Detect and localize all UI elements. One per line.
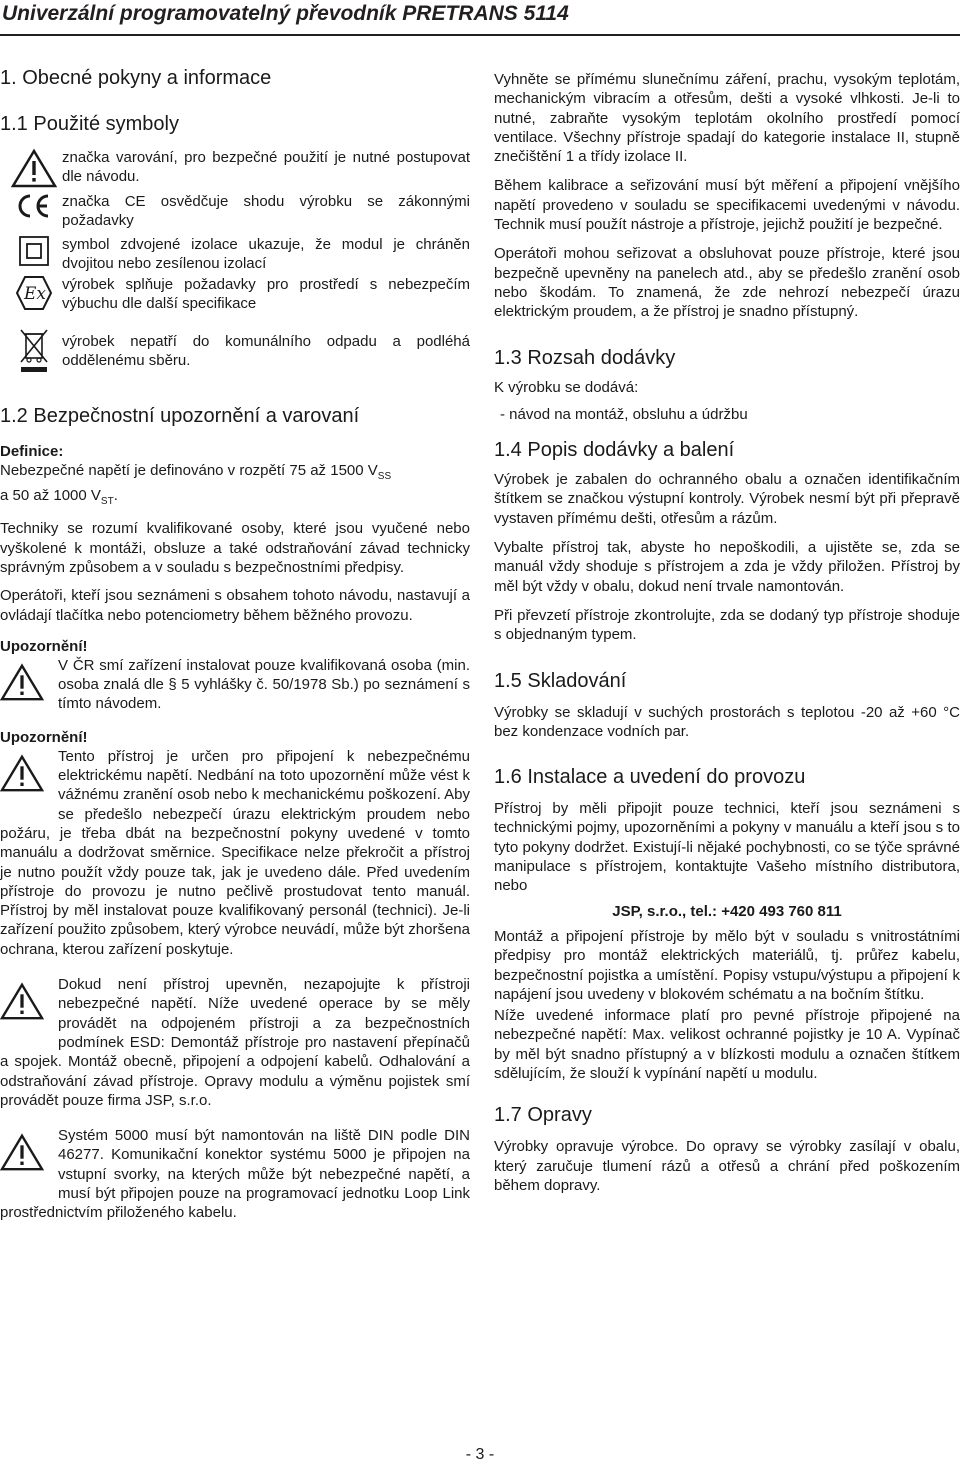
technici-paragraph: Techniky se rozumí kvalifikované osoby, které jsou vyučené nebo vyškolené k montáži, obsluze a také odstraňování závad technicky správným způsobem a v souladu s bezpečnostními předpisy. — [0, 520, 470, 576]
heading-1-2: 1.2 Bezpečnostní upozornění a varovaní — [0, 404, 360, 427]
warning-text-2: Tento přístroj je určen pro připojení k nebezpečnému elektrickému napětí. Nedbání na toto upozornění může vést k vážnému zranění osob nebo k mechanickému poškození. Aby se předešlo nebezpečí úrazu elektrickým proudem nebo požáru, je třeba dbát na bezpečnostní pokyny uvedené v tomto manuálu a dodržovat směrnice. Specifikace nelze překročit a přístroj je nutno použít vždy pouze tak, jak je uvedeno dále. Před uvedením přístroje do provozu je nutno pečlivě prostudovat tento manuál. Přístroj by měl instalovat pouze kvalifikovaný personál (technici). Je-li zařízení použito způsobem, který výrobce neuvádí, může být zhoršena ochrana, kterou zařízení poskytuje. — [0, 747, 470, 958]
symbol-row-weee — [6, 328, 470, 374]
symbol-text: výrobek splňuje požadavky pro prostředí s nebezpečím výbuchu dle další specifikace — [62, 276, 470, 313]
warning-triangle-icon — [0, 753, 58, 811]
kalibrace-paragraph: Během kalibrace a seřizování musí být měření a připojení vnějšího napětí provedeno v souladu se specifikacemi uvedenými v návodu. Technik musí použít nástroje a přístroje, jejichž použití je bezpečné. — [494, 177, 960, 234]
page-title: Univerzální programovatelný převodník PRETRANS 5114 — [2, 2, 569, 25]
warning-label: Upozornění! — [0, 637, 88, 655]
ce-mark-icon — [6, 192, 62, 220]
svg-text:Ex: Ex — [24, 284, 46, 305]
heading-1-7: 1.7 Opravy — [494, 1104, 592, 1127]
symbol-row-ex — [6, 275, 470, 314]
p17: Výrobky opravuje výrobce. Do opravy se výrobky zasílají v obalu, který zaručuje tlumení rázů a otřesů a chrání před poškozením během dopravy. — [494, 1138, 960, 1194]
warning-triangle-icon — [0, 1132, 58, 1190]
heading-1-1: 1.1 Použité symboly — [0, 113, 179, 135]
warning-text-3: Dokud není přístroj upevněn, nezapojujte k přístroji nebezpečné napětí. Níže uvedené operace by se měly provádět na odpojeném přístroji a za bezpečnostních podmínek ESD: Demontáž přístroje pro nastavení přepínačů a spojek. Montáž obecně, připojení a odpojení kabelů. Odhalování a odstraňování závad přístroje. Opravy modulu a výměnu pojistek smí provádět pouze firma JSP, s.r.o. — [0, 976, 470, 1109]
warning-block-1 — [0, 656, 470, 714]
double-insulation-icon — [6, 235, 62, 267]
symbol-list — [0, 148, 470, 374]
warning-triangle-icon — [0, 662, 58, 720]
left-column — [0, 66, 470, 1223]
right-column — [494, 70, 960, 1195]
heading-1-3: 1.3 Rozsah dodávky — [494, 346, 676, 369]
symbol-row-double-insulation — [6, 235, 470, 274]
symbol-text: značka varování, pro bezpečné použití je nutné postupovat dle návodu. — [62, 149, 470, 186]
heading-1-6: 1.6 Instalace a uvedení do provozu — [494, 766, 806, 789]
intro-paragraph: Vyhněte se přímému slunečnímu záření, prachu, vysokým teplotám, mechanickým vibracím a otřesům, dešti a vysoké vlhkosti. Je-li to nutné, zabraňte vysokým teplotám okolního prostředí pomocí ventilace. Všechny přístroje spadají do kategorie instalace II, stupně znečištění 1 a třídy izolace II. — [494, 71, 960, 166]
ex-explosion-icon — [6, 275, 62, 311]
warning-triangle-icon — [0, 981, 58, 1039]
p15: Výrobky se skladují v suchých prostorách s teplotou -20 až +60 °C bez kondenzace vodních par. — [494, 703, 960, 740]
symbol-row-warning — [6, 148, 470, 188]
p16a: Přístroj by měli připojit pouze technici, kteří jsou seznámeni s technickými pojmy, upozorněními a pokyny v manuálu a kteří jsou s to tyto pokyny dodržet. Existují-li nějaké pochybnosti, co se týče správné manipulace s přístrojem, kontaktujte Vašeho místního distributora, nebo — [494, 800, 960, 895]
definice-label: Definice: — [0, 442, 64, 460]
symbol-text: značka CE osvědčuje shodu výrobku se zákonnými požadavky — [62, 193, 470, 230]
dodavka-paragraph: K výrobku se dodává: — [494, 378, 639, 396]
symbol-text: výrobek nepatří do komunálního odpadu a podléhá oddělenému sběru. — [62, 332, 470, 370]
warning-text-4: Systém 5000 musí být namontován na liště DIN podle DIN 46277. Komunikační konektor systému 5000 je připojen na vstupní svorky, na kterých může být nebezpečné napětí, a musí být připojen pouze na programovací jednotku Loop Link prostřednictvím přiloženého kabelu. — [0, 1127, 470, 1222]
symbol-row-ce — [6, 192, 470, 231]
warning-block-4 — [0, 1126, 470, 1222]
warning-block-2 — [0, 747, 470, 959]
warning-triangle-icon — [6, 148, 62, 188]
contact-line: JSP, s.r.o., tel.: +420 493 760 811 — [612, 902, 842, 920]
p14a: Výrobek je zabalen do ochranného obalu a označen identifikačním štítkem se značkou výstupní kontroly. Výrobek nesmí být při přepravě vystaven přímému dešti, otřesům a rázům. — [494, 471, 960, 527]
definice-text: Nebezpečné napětí je definováno v rozpětí 75 až 1500 $V_{SS}$ a 50 až 1000 $V_{ST}$. — [0, 461, 392, 508]
operatori-paragraph: Operátoři, kteří jsou seznámeni s obsahem tohoto návodu, nastavují a ovládají tlačítka nebo potenciometry během běžného provozu. — [0, 587, 470, 624]
p14c: Při převzetí přístroje zkontrolujte, zda se dodaný typ přístroje shoduje s objednaným typem. — [494, 606, 960, 644]
p16c: Níže uvedené informace platí pro pevné přístroje připojené na nebezpečné napětí: Max. velikost ochranné pojistky je 10 A. Vypínač by měl být snadno přístupný a v blízkosti modulu a označen štítkem sdělujícím, že slouží k vypínání napětí u modulu. — [494, 1007, 960, 1082]
heading-1-5: 1.5 Skladování — [494, 669, 627, 692]
warning-text-1: V ČR smí zařízení instalovat pouze kvalifikovaná osoba (min. osoba znalá dle § 5 vyhlášky č. 50/1978 Sb.) po seznámení s tímto návodem. — [58, 656, 470, 713]
p14b: Vybalte přístroj tak, abyste ho nepoškodili, a ujistěte se, zda se manuál vždy shoduje s přístrojem a zda je vždy přiložen. Přístroj by měl být vždy v obalu, dokud není trvale namontován. — [494, 539, 960, 595]
operatori-right-paragraph: Operátoři mohou seřizovat a obsluhovat pouze přístroje, které jsou bezpečně upevněny na panelech atd., aby se předešlo zranění osob nebo škodám. To znamená, že zde nehrozí nebezpečí úrazu elektrickým proudem, a že přístroj je snadno přístupný. — [494, 245, 960, 321]
heading-1: 1. Obecné pokyny a informace — [0, 67, 272, 89]
page-number: - 3 - — [465, 1446, 495, 1463]
p16b: Montáž a připojení přístroje by mělo být v souladu s vnitrostátními předpisy pro montáž elektrických materiálů, tj. průřez kabelu, bezpečnostní pojistka a umístění. Popisy vstupu/výstupu a připojení k napájení jsou uvedeny v blokovém schématu a na bočním štítku. — [494, 927, 960, 1003]
weee-bin-icon — [6, 328, 62, 374]
warning-label: Upozornění! — [0, 728, 88, 746]
symbol-text: symbol zdvojené izolace ukazuje, že modul je chráněn dvojitou nebo zesílenou izolací — [62, 235, 470, 272]
list-item: - návod na montáž, obsluhu a údržbu — [500, 405, 748, 423]
warning-block-3 — [0, 975, 470, 1110]
heading-1-4: 1.4 Popis dodávky a balení — [494, 439, 735, 462]
header-rule — [0, 34, 960, 36]
